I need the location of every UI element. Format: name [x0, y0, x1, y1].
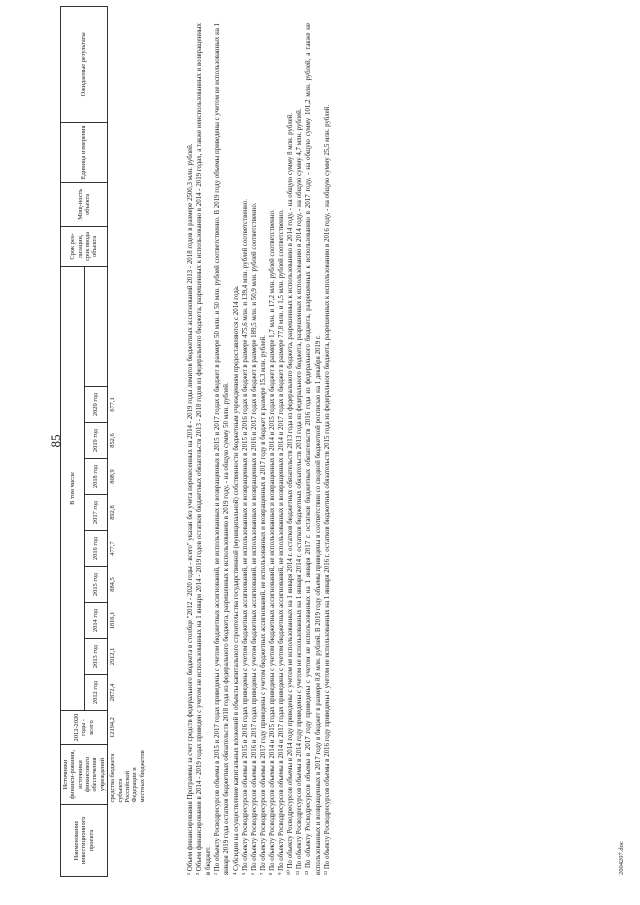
cell-value: 1816,1	[109, 611, 117, 630]
header-capacity: Мощ-ность объекта	[61, 182, 108, 226]
footnote: ³ По объекту Росводресурсов объемы в 2015 и 2017 годах приведены с учетом бюджетных ассигнований, не использованных и возвращенных в 2015 и 2017 годах в бюджет в размере 50 млн. и 50 млн. рублей соответственно. В 2019 году объемы приведены с учетом не использованных на 1 января 2019 года остатков бюджетных обязательств 2018 года из федерального бюджета, разрешенных к использованию в 2019 году, - на общую сумму 50 млн. рублей.	[214, 23, 231, 875]
footnote: ¹¹ По объекту Росводресурсов объемы в 2014 году приведены с учетом не использованных на 1 января 2014 г. остатков бюджетных обязательств 2013 года из федерального бюджета, разрешенных к использованию в 2014 году, - на общую сумму 4,7 млн. рублей.	[296, 108, 304, 875]
cell-unit	[108, 122, 147, 182]
cell-value: 2872,4	[109, 683, 117, 702]
footnote: ¹⁰ По объекту Росводресурсов объемы в 2014 году приведены с учетом не использованных на 1 января 2014 г. остатков бюджетных обязательств 2013 года из федерального бюджета, разрешенных к использованию в 2014 году, - на общую сумму 8 млн. рублей.	[287, 112, 295, 875]
cell-total: 12194,2	[109, 717, 117, 738]
footnote: ⁴ Субсидии на осуществление капитальных вложений в объекты капитального строительства государственной (муниципальной) собственности бюджетным учреждениям предоставляются с 2014 года.	[232, 285, 240, 875]
header-year: 2020 год	[84, 387, 108, 423]
cell-value: 2912,1	[109, 647, 117, 666]
cell-value: 477,7	[109, 541, 117, 556]
header-expected: Ожидаемые результаты	[61, 6, 108, 122]
cell-value: 808,9	[109, 469, 117, 484]
header-year: 2017 год	[84, 495, 108, 531]
footnote: ⁹ По объекту Росводресурсов объемы в 2014 и 2017 годах приведены с учетом бюджетных ассигнований, не использованных и возвращенных в 2014 и 2017 годах в бюджет в размере 77,8 млн. и 1,5 млн. рублей соответственно.	[278, 209, 286, 875]
cell-source: средства бюджета субъекта Российской Федерации и местных бюджетов	[109, 750, 146, 803]
footnotes	[186, 23, 332, 875]
cell-empty	[108, 266, 147, 386]
header-deadline: Срок реа-лизации, срок ввода объекта	[61, 226, 108, 266]
header-year: 2019 год	[84, 423, 108, 459]
footnote: ² Объем финансирования в 2014 - 2019 годах приведен с учетом не использованных на 1 января 2014 - 2019 годов остатков бюджетных обязательств 2013 - 2018 годов из федерального бюджета, разрешенных к использованию в 2014 - 2019 годах, а также неиспользованных и возвращенных в бюджет.	[196, 23, 213, 875]
header-year: 2015 год	[84, 567, 108, 603]
header-year: 2016 год	[84, 531, 108, 567]
cell-value: 852,6	[109, 433, 117, 448]
header-year: 2013 год	[84, 639, 108, 675]
footnote: ⁵ По объекту Росводресурсов объемы в 2015 и 2016 годах приведены с учетом бюджетных ассигнований, не использованных и возвращенных в 2015 и 2016 годах в бюджет в размере 475,6 млн. и 139,4 млн. рублей соответственно.	[241, 199, 249, 875]
page-number: 85	[48, 434, 63, 448]
cell-value: 677,1	[109, 397, 117, 412]
header-year: 2012 год	[84, 675, 108, 711]
footnote: ¹ Объем финансирования Программы за счет средств федерального бюджета в столбце "2012 - 2020 годы - всего" указан без учета перенесенных на 2014 - 2019 годы лимитов бюджетных ассигнований 2013 - 2018 годов в размере 2500,3 млн. рублей.	[187, 143, 194, 875]
footnote: ¹³ По объекту Росводресурсов объемы в 2016 году приведены с учетом не использованных на 1 января 2016 г. остатков бюджетных обязательств 2015 года из федерального бюджета, разрешенных к использованию в 2016 году, - на общую сумму 25,5 млн. рублей.	[323, 104, 331, 875]
header-year: 2014 год	[84, 603, 108, 639]
header-empty	[84, 266, 108, 386]
header-unit: Единица измерения	[61, 122, 108, 182]
header-project: Наименование инвестиционного проекта	[61, 805, 108, 877]
cell-expected	[108, 6, 147, 122]
cell-deadline	[108, 226, 147, 266]
footnote: ⁷ По объекту Росводресурсов объемы в 2017 году приведены с учетом бюджетных ассигнований, не использованных и возвращенных в 2017 году в бюджет в размере 15,3 млн. рублей.	[259, 335, 267, 875]
header-sources: Источники финанси-рования, источники финансового обеспечения учреждений	[61, 745, 108, 805]
table-row	[108, 6, 147, 876]
cell-capacity	[108, 182, 147, 226]
footer-code: 2004207.doc	[618, 841, 625, 875]
cell-project	[108, 805, 147, 877]
budget-table	[60, 6, 147, 877]
footnote: ¹² По объекту Росводресурсов объемы в 2017 году приведены с учетом не использованных на 1 января 2017 г. остатков бюджетных обязательств 2016 года из федерального бюджета, разрешенных к использованию в 2017 году, - на общую сумму 101,2 млн. рублей, а также не использованных и возвращенных в 2017 году в бюджет в размере 8,8 млн. рублей. В 2019 году объемы приведены в соответствии со сводной бюджетной росписью на 1 декабря 2019 г.	[305, 23, 322, 875]
header-in-that-number: В том числе	[61, 266, 85, 710]
header-year: 2018 год	[84, 459, 108, 495]
cell-value: 892,8	[109, 505, 117, 520]
footnote: ⁸ По объекту Росводресурсов объемы в 2014 и 2015 годах приведены с учетом бюджетных ассигнований, не использованных и возвращенных в 2014 и 2015 годах в бюджет в размере 1,7 млн. и 17,2 млн. рублей соответственно.	[268, 209, 276, 875]
footnote: ⁶ По объекту Росводресурсов объемы в 2016 и 2017 годах приведены с учетом бюджетных ассигнований, не использованных и возвращенных в 2016 и 2017 годах в бюджет в размере 189,5 млн. и 50,9 млн. рублей соответственно.	[250, 202, 258, 875]
cell-value: 884,5	[109, 577, 117, 592]
header-total: 2012-2020 годы - всего	[61, 711, 108, 745]
